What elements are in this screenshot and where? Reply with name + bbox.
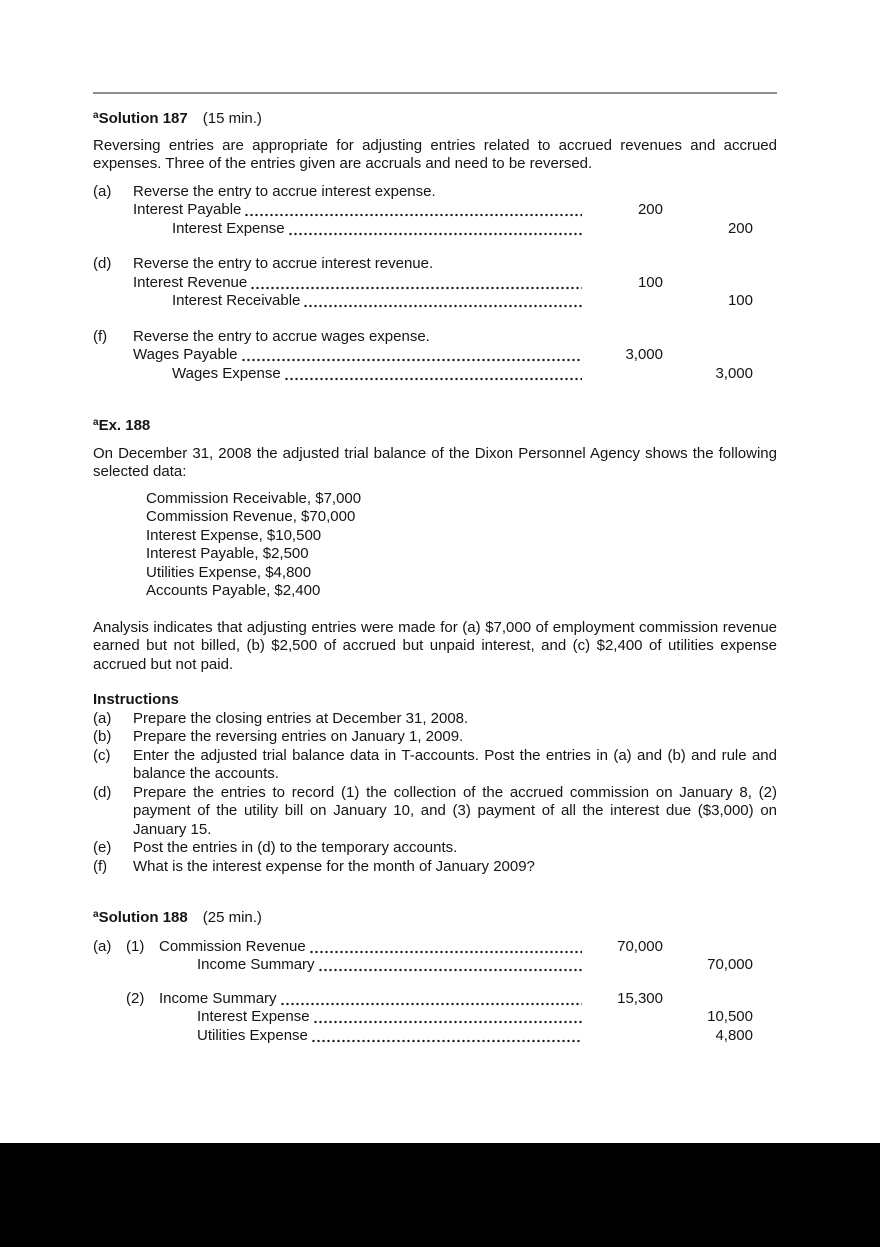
instructions-heading: Instructions: [93, 691, 179, 708]
credit-amount: [663, 274, 753, 293]
solution-188-heading: [93, 909, 777, 928]
account-name: Wages Payable: [133, 346, 238, 363]
journal-entry-f: [93, 328, 777, 384]
journal-entry-a: [93, 183, 777, 239]
instruction-label: (b): [93, 728, 112, 745]
credit-amount: [663, 346, 753, 365]
credit-amount: 100: [727, 292, 753, 309]
journal-line-debit: [93, 938, 777, 957]
ex-188-title: Ex. 188: [98, 417, 151, 434]
entry-label: (d): [93, 255, 112, 272]
list-item: Interest Payable, $2,500: [146, 545, 309, 562]
dotted-leader: [311, 1027, 582, 1046]
account-name: Commission Revenue: [159, 937, 306, 955]
solution-187-title: Solution 187: [98, 110, 188, 127]
debit-amount: [585, 1008, 663, 1027]
instruction-label: (f): [93, 857, 108, 875]
entry-number: (1): [126, 937, 145, 955]
dotted-leader: [303, 292, 582, 311]
superscript-a: a: [93, 909, 99, 920]
journal-entry-d: [93, 255, 777, 311]
instruction-text: Post the entries in (d) to the temporary accounts.: [133, 839, 458, 856]
debit-amount: 3,000: [625, 346, 663, 363]
dotted-leader: [244, 201, 582, 220]
credit-amount: 10,500: [707, 1008, 753, 1025]
instruction-item: [93, 858, 777, 877]
journal-line-debit: [93, 274, 777, 293]
list-item: Commission Receivable, $7,000: [146, 489, 362, 507]
dotted-leader: [288, 220, 582, 239]
credit-amount: [663, 201, 753, 220]
account-name: Income Summary: [197, 956, 315, 973]
instruction-text: Enter the adjusted trial balance data in T-accounts. Post the entries in (a) and (b) and rule and balance the accounts.: [133, 746, 777, 782]
debit-amount: [585, 1027, 663, 1046]
group-label: (a): [93, 937, 112, 955]
page-content: [93, 0, 777, 1045]
debit-amount: 100: [637, 273, 663, 291]
instructions-list: [93, 710, 777, 877]
journal-line-credit: [93, 1008, 777, 1027]
credit-amount: [663, 990, 753, 1009]
instruction-label: (d): [93, 783, 112, 801]
entry-number: (2): [126, 989, 145, 1007]
account-name: Interest Expense: [172, 219, 285, 237]
solution-187-intro-paragraph: Reversing entries are appropriate for adjusting entries related to accrued revenues and accrued expenses. Three of the entries given are accruals and need to be reversed.: [93, 136, 777, 172]
instruction-text: What is the interest expense for the month of January 2009?: [133, 857, 535, 875]
instruction-text: Prepare the reversing entries on January 1, 2009.: [133, 728, 464, 745]
superscript-a: a: [93, 417, 99, 428]
journal-line-debit: [93, 990, 777, 1009]
journal-line-credit: [93, 292, 777, 311]
dotted-leader: [313, 1008, 582, 1027]
account-name: Interest Revenue: [133, 273, 248, 291]
instruction-text: Prepare the entries to record (1) the collection of the accrued commission on January 8, (2) payment of the utility bill on January 10, and (3) payment of all the interest due ($3,000) on January 15.: [133, 783, 777, 838]
list-item: Accounts Payable, $2,400: [146, 582, 321, 599]
journal-line-credit: [93, 365, 777, 384]
journal-line-credit: [93, 220, 777, 239]
instruction-label: (c): [93, 746, 111, 764]
entry-label: (a): [93, 182, 112, 200]
account-name: Wages Expense: [172, 364, 281, 382]
solution-188-duration: (25 min.): [202, 909, 262, 926]
debit-amount: [585, 365, 663, 384]
dotted-leader: [318, 956, 582, 975]
dotted-leader: [241, 346, 582, 365]
journal-line-debit: [93, 346, 777, 365]
entry-description: Reverse the entry to accrue interest revenue.: [133, 255, 434, 272]
instruction-item: [93, 839, 777, 858]
section-divider-rule: [93, 92, 777, 94]
footer-black-band: [0, 1143, 880, 1247]
solution-187-duration: (15 min.): [202, 110, 262, 127]
debit-amount: [585, 220, 663, 239]
dotted-leader: [280, 990, 582, 1009]
entry-description: Reverse the entry to accrue interest expense.: [133, 182, 436, 200]
journal-entry-a1: [93, 938, 777, 975]
dotted-leader: [309, 938, 582, 957]
debit-amount: 70,000: [617, 937, 663, 955]
entry-description-row: [93, 328, 777, 347]
account-name: Income Summary: [159, 989, 277, 1007]
debit-amount: [585, 292, 663, 311]
list-item: Interest Expense, $10,500: [146, 526, 322, 544]
entry-description-row: [93, 255, 777, 274]
journal-line-debit: [93, 201, 777, 220]
credit-amount: 200: [727, 219, 753, 237]
ex-188-intro-paragraph: On December 31, 2008 the adjusted trial balance of the Dixon Personnel Agency shows the following selected data:: [93, 444, 777, 480]
account-name: Interest Payable: [133, 201, 242, 218]
account-name: Interest Expense: [197, 1008, 310, 1025]
solution-187-heading: [93, 110, 777, 129]
instruction-label: (e): [93, 839, 112, 856]
entry-label: (f): [93, 327, 108, 345]
instruction-item: [93, 728, 777, 747]
journal-line-credit: [93, 1027, 777, 1046]
debit-amount: [585, 956, 663, 975]
account-balance-list: [93, 490, 777, 601]
instruction-item: [93, 747, 777, 784]
journal-line-credit: [93, 956, 777, 975]
instruction-item: [93, 784, 777, 840]
instruction-text: Prepare the closing entries at December 31, 2008.: [133, 709, 469, 727]
dotted-leader: [250, 274, 582, 293]
superscript-a: a: [93, 110, 99, 121]
instruction-item: [93, 710, 777, 729]
instruction-label: (a): [93, 709, 112, 727]
credit-amount: 70,000: [707, 956, 753, 973]
entry-description: Reverse the entry to accrue wages expense.: [133, 327, 430, 345]
account-name: Interest Receivable: [172, 292, 301, 309]
ex-188-heading: [93, 417, 777, 436]
journal-entry-a2: [93, 990, 777, 1046]
solution-188-title: Solution 188: [98, 909, 188, 926]
credit-amount: 4,800: [715, 1026, 753, 1044]
account-name: Utilities Expense: [197, 1026, 308, 1044]
debit-amount: 200: [637, 201, 663, 218]
debit-amount: 15,300: [617, 989, 663, 1007]
analysis-paragraph: Analysis indicates that adjusting entries were made for (a) $7,000 of employment commission revenue earned but not billed, (b) $2,500 of accrued but unpaid interest, and (c) $2,400 of utilities expense accrued but not paid.: [93, 618, 777, 673]
entry-description-row: [93, 183, 777, 202]
credit-amount: 3,000: [715, 364, 753, 382]
list-item: Utilities Expense, $4,800: [146, 563, 312, 581]
credit-amount: [663, 938, 753, 957]
list-item: Commission Revenue, $70,000: [146, 508, 356, 525]
dotted-leader: [284, 365, 582, 384]
